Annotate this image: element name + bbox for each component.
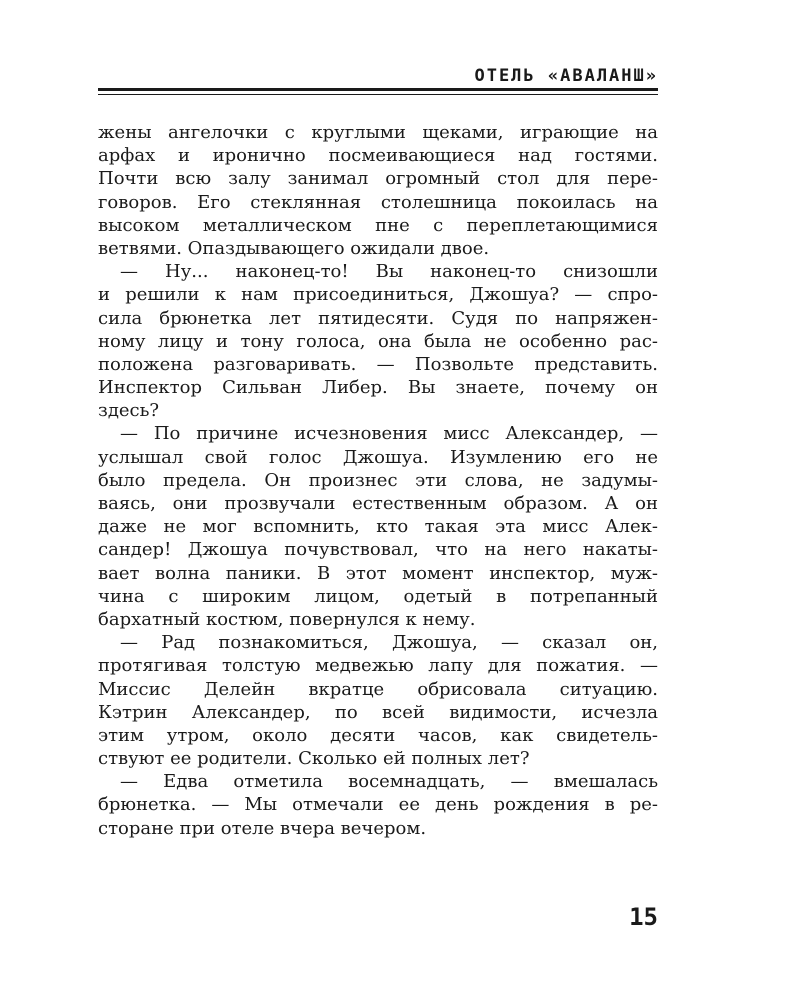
text-line: было предела. Он произнес эти слова, не задумы- <box>98 469 658 491</box>
text-line: говоров. Его стеклянная столешница покоилась на <box>98 191 658 213</box>
text-line: Инспектор Сильван Либер. Вы знаете, почему он <box>98 377 658 399</box>
text-line: сила брюнетка лет пятидесяти. Судя по напряжен- <box>98 307 658 329</box>
text-line: брюнетка. — Мы отмечали ее день рождения в ре- <box>98 794 658 816</box>
paragraph-first-line: — Рад познакомиться, Джошуа, — сказал он, <box>120 632 658 654</box>
text-line: сторане при отеле вчера вечером. <box>98 817 427 839</box>
text-line: арфах и иронично посмеивающиеся над гостями. <box>98 145 658 167</box>
text-line: сандер! Джошуа почувствовал, что на него накаты- <box>98 539 658 561</box>
text-line: ному лицу и тону голоса, она была не особенно рас- <box>98 330 658 352</box>
text-line: даже не мог вспомнить, кто такая эта мисс Алек- <box>98 516 658 538</box>
text-line: бархатный костюм, повернулся к нему. <box>98 608 476 630</box>
page-number: 15 <box>629 903 658 931</box>
text-line: Миссис Делейн вкратце обрисовала ситуацию. <box>98 678 658 700</box>
text-line: чина с широким лицом, одетый в потрепанный <box>98 585 658 607</box>
text-line: и решили к нам присоединиться, Джошуа? — спро- <box>98 284 658 306</box>
text-line: ваясь, они прозвучали естественным образом. А он <box>98 493 658 514</box>
running-title: ОТЕЛЬ «АВАЛАНШ» <box>474 66 658 86</box>
text-line: вает волна паники. В этот момент инспектор, муж- <box>98 562 658 584</box>
header-rule-thick <box>98 88 658 91</box>
text-line: Почти всю залу занимал огромный стол для пере- <box>98 168 658 190</box>
text-line: Кэтрин Александер, по всей видимости, исчезла <box>98 701 658 723</box>
text-line: высоком металлическом пне с переплетающимися <box>98 214 658 236</box>
text-line: ствуют ее родители. Сколько ей полных лет? <box>98 748 530 770</box>
paragraph-first-line: — Ну... наконец-то! Вы наконец-то снизошли <box>120 261 658 283</box>
text-line: здесь? <box>98 400 160 422</box>
body-text <box>98 121 658 840</box>
text-line: положена разговаривать. — Позвольте представить. <box>98 353 658 375</box>
text-line: протягивая толстую медвежью лапу для пожатия. — <box>98 655 658 677</box>
text-line: услышал свой голос Джошуа. Изумлению его не <box>98 446 658 468</box>
header-rule-thin <box>98 94 658 95</box>
text-line: ветвями. Опаздывающего ожидали двое. <box>98 237 490 259</box>
text-line: этим утром, около десяти часов, как свидетель- <box>98 724 658 746</box>
paragraph-first-line: — По причине исчезновения мисс Александер, — <box>120 423 658 445</box>
text-line: жены ангелочки с круглыми щеками, играющие на <box>98 122 658 143</box>
paragraph-first-line: — Едва отметила восемнадцать, — вмешалась <box>120 771 658 793</box>
